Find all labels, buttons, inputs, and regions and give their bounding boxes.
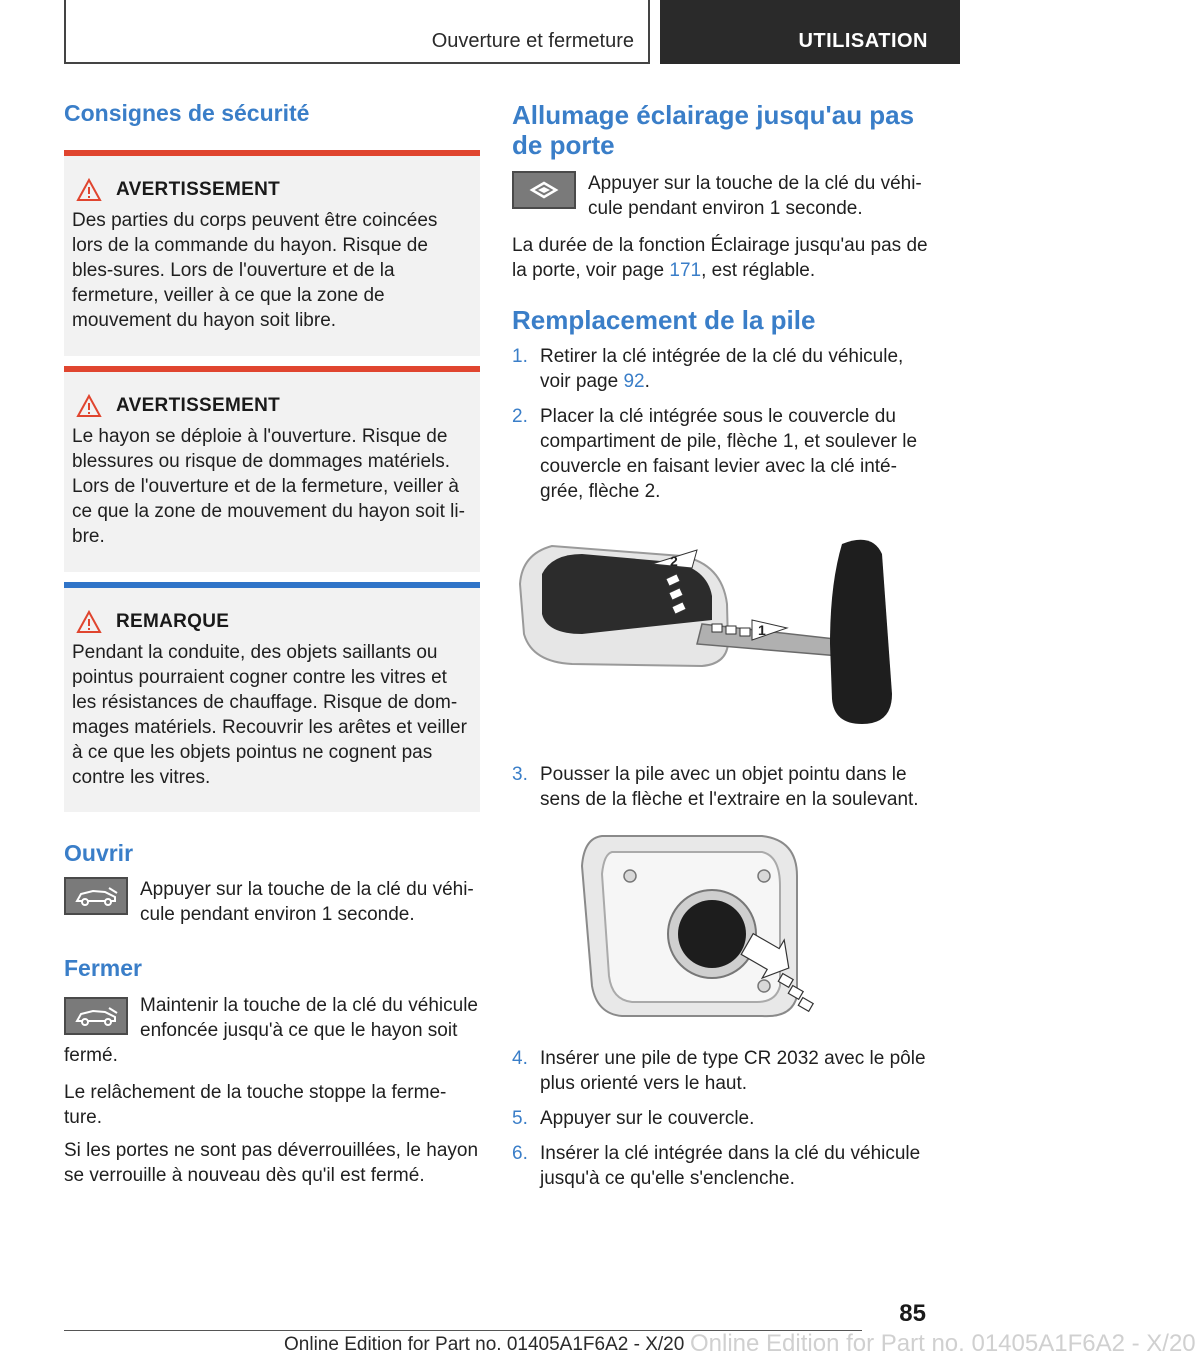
step-text: Placer la clé intégrée sous le couvercle du compartiment de pile, flèche 1, et soulever le couvercle en faisant levier avec la clé inté-grée, flèche 2. [540, 405, 918, 502]
step-text-a: Retirer la clé intégrée de la clé du véhicule, voir page [540, 345, 904, 392]
tailgate-key-icon [64, 877, 128, 915]
right-column [512, 100, 928, 1202]
battery-title: Remplacement de la pile [512, 305, 816, 336]
light-text: Appuyer sur la touche de la clé du véhi-cule pendant environ 1 seconde. [588, 172, 922, 219]
step-number: 3. [512, 764, 528, 785]
step-number: 1. [512, 345, 528, 367]
list-item [512, 344, 928, 394]
step-number: 4. [512, 1048, 528, 1070]
notice-text: Pendant la conduite, des objets saillants ou pointus pourraient cogner contre les vitres et les résistances de chauffage. Risque de dom-mages matériels. Recouvrir les arêtes et veiller à ce que les objets pointus ne cognent pas contre les vitres. [72, 641, 467, 788]
battery-steps-part3 [512, 1046, 928, 1191]
warning-text: Le hayon se déploie à l'ouverture. Risque de blessures ou risque de dommages matériels. Lors de l'ouverture et de la fermeture, veiller à ce que la zone de mouvement du hayon soit li-bre. [72, 425, 465, 547]
light-row [512, 171, 928, 221]
light-text-a: La durée de la fonction Éclairage jusqu'au pas de la porte, voir page [512, 234, 928, 282]
unlock-key-icon [512, 171, 576, 209]
battery-compartment-illustration [512, 826, 928, 1026]
header-chapter-tab[interactable] [660, 0, 960, 64]
step-text: Insérer la clé intégrée dans la clé du véhicule jusqu'à ce qu'elle s'enclenche. [540, 1143, 921, 1190]
figure-battery [512, 826, 928, 1026]
fig-label-1: 1 [758, 622, 766, 638]
page-link-92[interactable]: 92 [623, 370, 645, 392]
light-text-b: , est réglable. [701, 260, 816, 282]
warning-box-1 [64, 150, 480, 356]
open-text: Appuyer sur la touche de la clé du véhi-cule pendant environ 1 seconde. [140, 879, 474, 926]
battery-steps-part1 [512, 344, 928, 504]
list-item [512, 1046, 928, 1096]
light-title: Allumage éclairage jusqu'au pas de porte [512, 100, 915, 161]
page-link-171[interactable]: 171 [669, 260, 702, 282]
header-section-title: Ouverture et fermeture [431, 30, 634, 52]
header-rule-bottom [64, 62, 650, 64]
close-title: Fermer [64, 955, 142, 982]
warning-label: AVERTISSEMENT [116, 178, 281, 200]
footer-watermark: Online Edition for Part no. 01405A1F6A2 - X/20 [690, 1330, 1196, 1357]
step-number: 2. [512, 405, 528, 427]
step-text: Insérer une pile de type CR 2032 avec le pôle plus orienté vers le haut. [540, 1048, 926, 1095]
footer-edition: Online Edition for Part no. 01405A1F6A2 - X/20 [284, 1334, 685, 1355]
close-text: Maintenir la touche de la clé du véhicule enfoncée jusqu'à ce que le hayon soit fermé. [64, 994, 478, 1067]
notice-label: REMARQUE [116, 610, 230, 632]
close-paragraph-3: Si les portes ne sont pas déverrouillées, le hayon se verrouille à nouveau dès qu'il est fermé. [64, 1140, 479, 1187]
notice-triangle-icon [76, 610, 102, 634]
warning-label: AVERTISSEMENT [116, 394, 281, 416]
step-text-b: . [644, 370, 650, 392]
list-item [512, 1106, 928, 1131]
open-title: Ouvrir [64, 839, 134, 866]
safety-title: Consignes de sécurité [64, 100, 310, 126]
open-row [64, 877, 480, 927]
left-column [64, 100, 480, 1188]
light-paragraph-2 [512, 233, 928, 283]
close-row [64, 993, 480, 1068]
close-paragraph-2: Le relâchement de la touche stoppe la ferme-ture. [64, 1082, 447, 1129]
warning-text: Des parties du corps peuvent être coincées lors de la commande du hayon. Risque de bles-sures. Lors de l'ouverture et de la fermeture, veiller à ce que la zone de mouvement du hayon soit libre. [72, 209, 438, 331]
tailgate-key-icon [64, 997, 128, 1035]
list-item [512, 404, 928, 504]
header-chapter-label: UTILISATION [798, 30, 928, 52]
fig-label-2: 2 [670, 553, 678, 569]
header-rule-mid [648, 0, 650, 64]
warning-triangle-icon [76, 178, 102, 202]
page-number: 85 [899, 1300, 926, 1327]
warning-triangle-icon [76, 394, 102, 418]
list-item [512, 762, 928, 812]
battery-steps-part2 [512, 762, 928, 812]
step-text [540, 344, 928, 394]
list-item [512, 1141, 928, 1191]
step-number: 6. [512, 1143, 528, 1165]
header-rule-left [64, 0, 66, 64]
warning-box-2 [64, 366, 480, 572]
key-removal-illustration [512, 524, 928, 744]
step-text: Appuyer sur le couvercle. [540, 1108, 755, 1130]
step-text: Pousser la pile avec un objet pointu dans le sens de la flèche et l'extraire en la soulevant. [540, 764, 919, 811]
step-number: 5. [512, 1108, 528, 1130]
notice-box [64, 582, 480, 812]
figure-key-removal [512, 524, 928, 744]
